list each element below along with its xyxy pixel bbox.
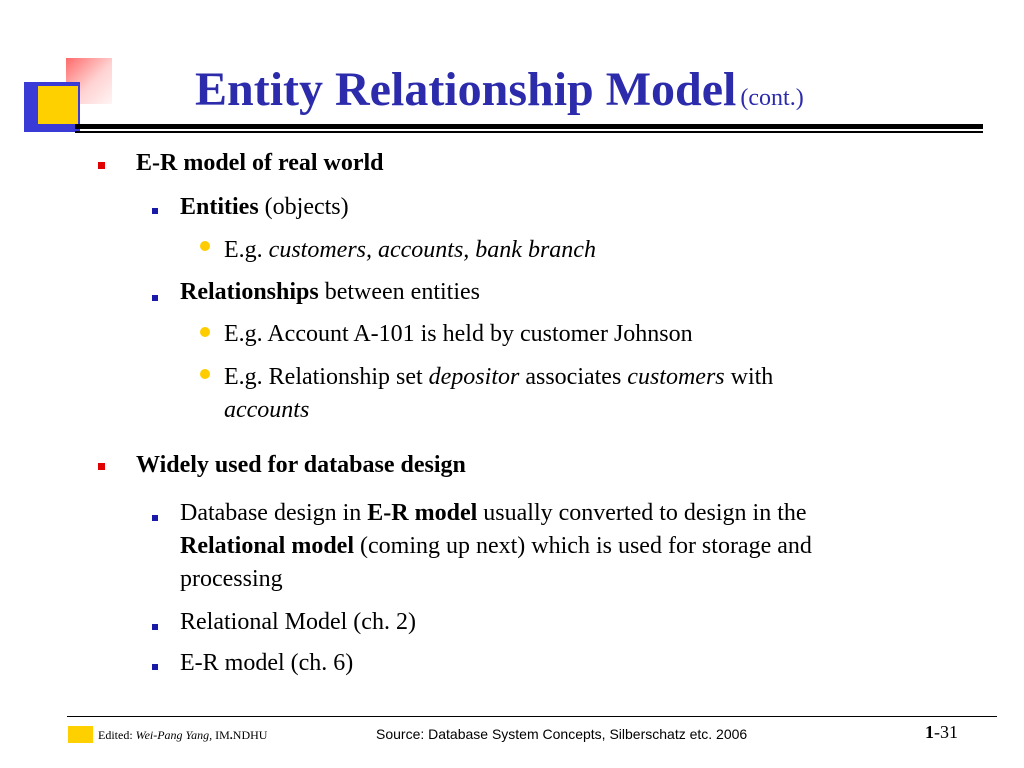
bullet-dot-yellow (200, 369, 210, 379)
bullet-square-blue (152, 664, 158, 670)
bullet-dot-yellow (200, 241, 210, 251)
eg3-customers: customers (627, 364, 725, 390)
bullet-text: Relational Model (ch. 2) (180, 609, 416, 635)
bullet-er-model-real-world (136, 147, 384, 180)
bullet-dot-yellow (200, 327, 210, 337)
bullet-square-blue (152, 624, 158, 630)
bullet-square-blue (152, 295, 158, 301)
title-rule-thin (75, 131, 983, 133)
eg-account-text: E.g. Account A-101 is held by customer Johnson (224, 321, 693, 347)
eg3-e: with (724, 364, 774, 390)
page-chapter: 1 (925, 722, 934, 742)
edited-label: Edited: (98, 728, 136, 742)
eg3-accounts: accounts (224, 397, 310, 423)
entities-rest: (objects) (258, 194, 349, 220)
org-dot: . (229, 728, 233, 742)
bullet-relationships (180, 276, 480, 309)
bullet-text: Widely used for database design (136, 452, 466, 478)
title-rule-thick (75, 124, 983, 129)
dd-a3: usually converted to design in the (477, 500, 807, 526)
bullet-square-red (98, 463, 105, 470)
eg3-c: associates (519, 364, 628, 390)
bullet-eg-customers (224, 234, 596, 267)
bullet-er-model-ch6 (180, 647, 353, 680)
slide-title (195, 62, 804, 117)
bullet-relational-model-ch2 (180, 606, 416, 639)
org-suffix: NDHU (232, 728, 268, 742)
editor-name: Wei-Pang Yang, (135, 728, 213, 742)
dd-er-model: E-R model (367, 500, 478, 526)
eg-italic: customers, accounts, bank branch (268, 237, 596, 263)
page-slide: -31 (934, 722, 958, 742)
footer-page-number (925, 722, 958, 743)
bullet-widely-used (136, 449, 466, 482)
eg3-a: E.g. Relationship set (224, 364, 429, 390)
logo-yellow-square (38, 86, 78, 124)
eg3-depositor: depositor (428, 364, 520, 390)
bullet-eg-depositor (224, 361, 773, 427)
dd-a1: Database design in (180, 500, 368, 526)
footer-edited-by (98, 728, 267, 743)
footer-yellow-square (68, 726, 93, 743)
bullet-square-red (98, 162, 105, 169)
bullet-square-blue (152, 208, 158, 214)
footer-rule (67, 716, 997, 717)
dd-relational-model: Relational model (180, 533, 354, 559)
bullet-entities (180, 191, 349, 224)
bullet-square-blue (152, 515, 158, 521)
dd-a5: (coming up next) which is used for storage and (354, 533, 812, 559)
org-prefix: IM (212, 728, 230, 742)
bullet-database-design (180, 497, 980, 596)
title-suffix: (cont.) (740, 85, 804, 111)
dd-a6: processing (180, 566, 283, 592)
footer-source: Source: Database System Concepts, Silberschatz etc. 2006 (376, 726, 748, 742)
relationships-bold: Relationships (180, 279, 319, 305)
title-main: Entity Relationship Model (195, 63, 737, 116)
bullet-text: E-R model (ch. 6) (180, 650, 354, 676)
relationships-rest: between entities (318, 279, 480, 305)
entities-bold: Entities (180, 194, 259, 220)
eg-prefix: E.g. (224, 237, 269, 263)
bullet-eg-account (224, 318, 693, 351)
bullet-text: E-R model of real world (136, 150, 384, 176)
